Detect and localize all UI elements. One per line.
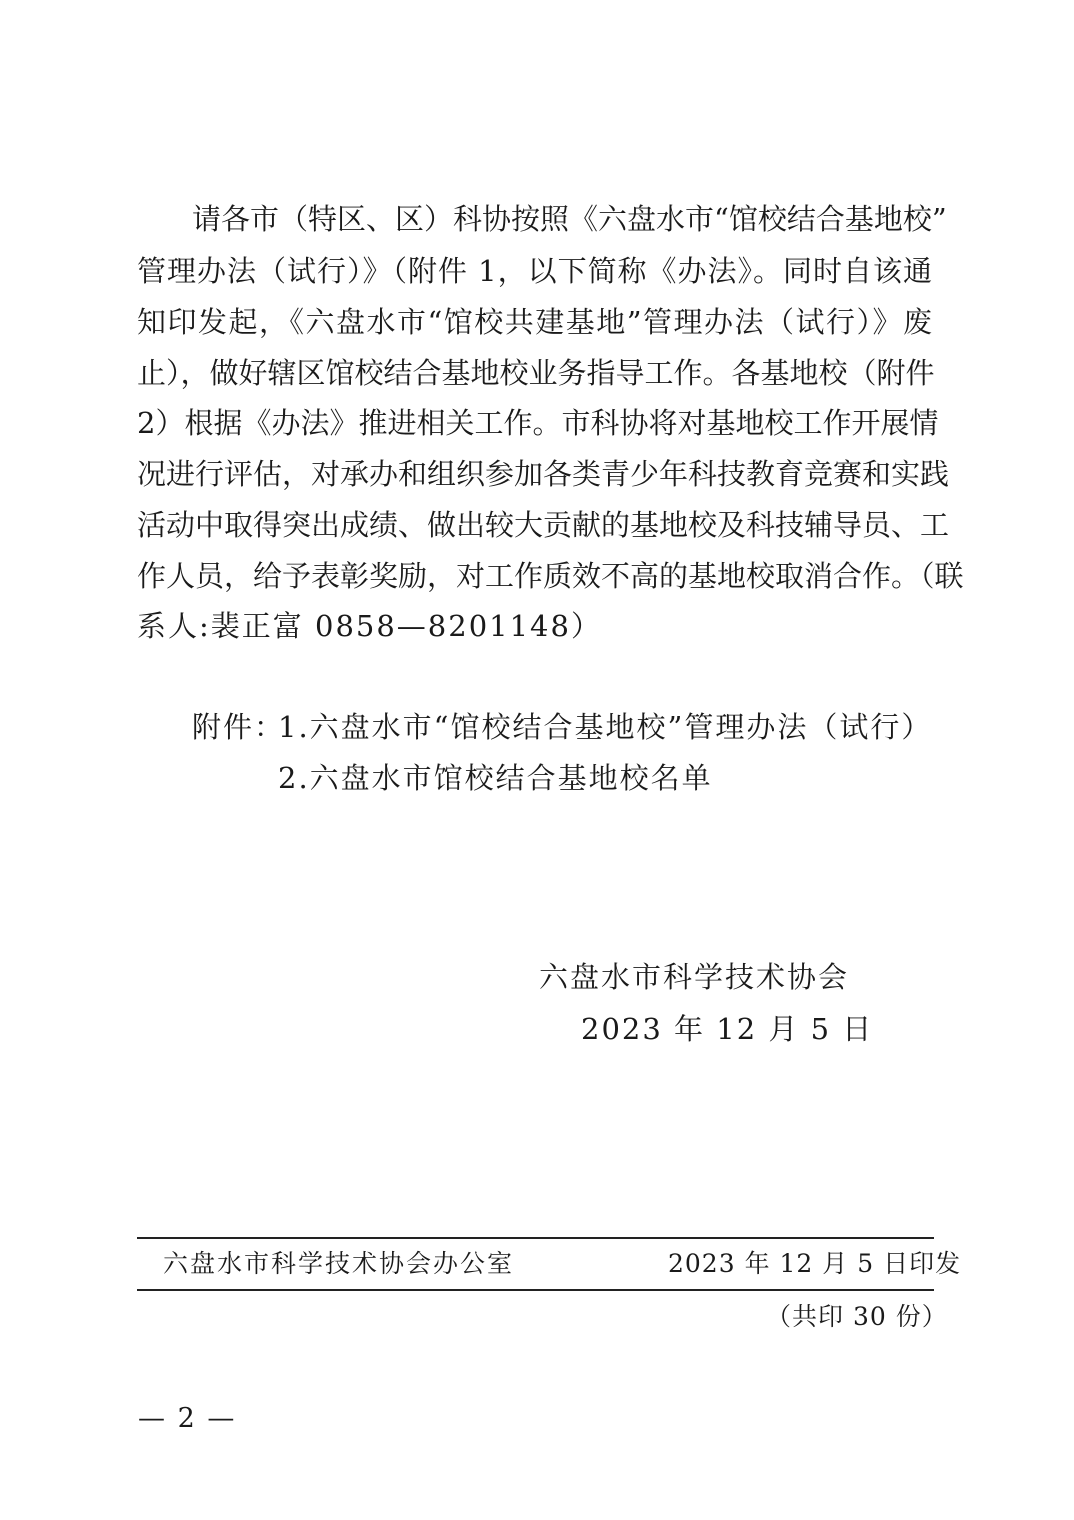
footer-copies: （共印 30 份） — [766, 1302, 948, 1331]
body-line-5: 2）根据《办法》推进相关工作。市科协将对基地校工作开展情 — [137, 406, 939, 440]
footer-office: 六盘水市科学技术协会办公室 — [163, 1249, 515, 1278]
body-line-4: 止），做好辖区馆校结合基地校业务指导工作。各基地校（附件 — [137, 356, 935, 390]
attachment-item-1: 1.六盘水市“馆校结合基地校”管理办法（试行） — [278, 710, 933, 744]
body-line-3: 知印发起，《六盘水市“馆校共建基地”管理办法（试行）》废 — [137, 305, 932, 339]
signature-org: 六盘水市科学技术协会 — [539, 960, 850, 994]
footer-rule-top — [137, 1237, 934, 1239]
attachments-label: 附件： — [192, 710, 286, 744]
signature-date: 2023 年 12 月 5 日 — [581, 1012, 874, 1046]
footer-rule-bottom — [137, 1289, 934, 1291]
body-line-9: 系人:裴正富 0858—8201148） — [137, 609, 602, 643]
body-line-6: 况进行评估，对承办和组织参加各类青少年科技教育竞赛和实践 — [137, 457, 950, 491]
body-line-2: 管理办法（试行）》（附件 1，以下简称《办法》。同时自该通 — [137, 254, 932, 288]
body-line-7: 活动中取得突出成绩、做出较大贡献的基地校及科技辅导员、工 — [137, 508, 950, 542]
footer-issued-date: 2023 年 12 月 5 日印发 — [668, 1249, 962, 1278]
page-number: — 2 — — [138, 1403, 237, 1434]
attachment-item-2: 2.六盘水市馆校结合基地校名单 — [278, 761, 713, 795]
body-line-1: 请各市（特区、区）科协按照《六盘水市“馆校结合基地校” — [192, 202, 947, 236]
body-line-8: 作人员，给予表彰奖励，对工作质效不高的基地校取消合作。（联 — [137, 559, 964, 593]
